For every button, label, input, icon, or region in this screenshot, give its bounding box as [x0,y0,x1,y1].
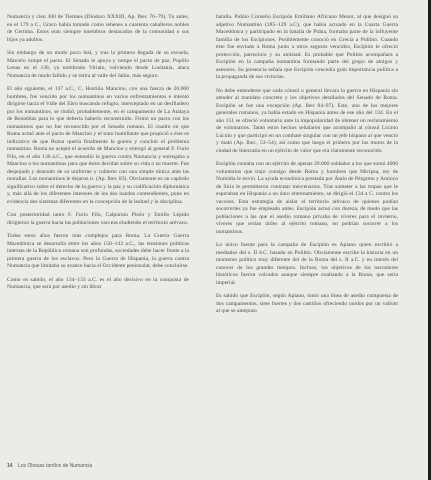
paragraph: Lo único fuente para la campaña de Escipión es Apiano quien escribió a mediados del s. II d.C. basado en Polibio. Obviamente escribe la historia en un momento político muy diferente del de la Roma del s. II a.C. y en interés del conocer de los grandes tiempos. Incluso, los objetivos de los narradores históricos fueron volcados aunque siempre exaltando a la Roma, que seria imperial. [216,242,398,286]
paragraph: Sin embargo de un modo poco leal, y tras la primera llegada de su escuela, Marcelo rompe el pacto. El Senado le apoya y rompe el pacto de paz. Popilio Lenas en el 138, ya nombrado Viriato, volviendo desde Lusitania, ataca Numancia de modo fallido y se retira al valle del Jalón, más seguro. [7,50,189,79]
paragraph: Es sabido que Escipión, según Apiano, tomó una línea de asedio compuesta de dos campamentos, siete fuertes y dos castillos ofreciendo unidos por un vallum al que se antepuso [216,293,398,314]
paragraph: Numancia y cien 300 de Tiermes (Diodoro XXXIII, Ap. Iber. 76–79). Tu antes, en el 179 a C., Graco había tomado como rehenes a cuarenta caballeros nobles de Certima. Estos eran siempre miembros destacados de la comunidad o sus hijos ya adultos. [7,14,189,43]
left-text-column [7,14,189,298]
paragraph: No debe entenderse que cada cónsul o general llevara la guerra en Hispania sin atender al mandato concreto y los objetivos detallados del Senado de Roma. Escipión se fue una excepción (Ap. Iber 84–97). Este, uno de los mejores generales romanos, ya había estado en Hispania antes de ese año del 134. En el año 151 se ofreció voluntario ante la impopularidad de obtener un reclutamiento de voluntarios. Tanto estos hechos señalaron que acompañó al cónsul Licinio Lúculo y que participó en un combate singular con un jefe hispano al que venció y mató (Ap. Iber., 53–54), así como que luego el primero por los muros de la ciudad de Intercatia en un ejército de valor que era claramente reconocido. [216,87,398,154]
page-footer [7,463,92,469]
running-title: Los Obesas tardíos de Numancia [17,463,93,469]
page-number: 14 [7,463,13,469]
paragraph: Con posterioridad tanto F. Furio Filo, Calpurnio Pisón y Emilio Lépido dirigieron la guerra hacia las poblaciones vacceas eludiendo el territorio arévaco. [7,212,189,226]
paragraph: batalla. Publio Cornelio Escipión Emiliano Africano Menor, al que designó su adjetivo Numantino (185–129 a.C), que había actuado en la Cuarta Guerra Macedónica y participado en la batalla de Pidna, formaba parte de la influyente familia de los Escipiones. Posiblemente conoció en Grecia a Polibio. Cuando éste fue enviado a Roma junto a otros seguros vencidos, Escipión le ofreció protección, patrocinio y su amistad. Es probable que Polibio acompañara a Escipión en la campaña numantina formando parte del grupo de amigos y asesores. Su presencia señala que Escipión concedía gran importancia política a la propaganda de sus victorias. [216,14,398,80]
paragraph: Todos estos años fueron más complejos para Roma. La Guerra Guerra Macedónica se desarrolla entre los años 150–143 a.C., las tensiones políticas internas de la República romana son profundas, sociedades debe hacer frente a la primera guerra de los esclavos. Pero la Guerra de Hispania, la guerra contra Numancia que limitaba su avance hacia el Occidente peninsular, debe concluirse. [7,233,189,269]
paragraph: Escipión contaba con un ejército de apenas 20.000 soldados a los que sumó 4000 voluntarios que trajo consigo desde Roma y hombres que Micipsa, rey de Numidia le envió. La ayuda económica prestada por Átalo de Pérgamo y Antíoco de Siria le permitieron contratar mercenarios. Tras someter a las tropas que le esperaban en Hispania a un duro entrenamiento, se dirigió el 134 a C. contra los vacceos. Esta estrategia de aislar el territorio arévaco de quienes podían socorrerles ya fue empleado antes. Escipión actuó con dureza, de modo que las poblaciones a las que el asedio romano privaba de víveres para el invierno, víveres que serían útiles al ejército romano, no podrían socorrer a los numantinos. [216,161,398,235]
right-text-column [216,14,398,322]
paragraph: El año siguiente, el 137 a.C., C. Hostilio Mancino, con una fuerza de 20.000 hombres, fue vencido por los numantinos en varios enfrentamientos e intentó dirigirse hacia el Valle del Ebro buscando refugio; interceptado en un desfiladero por los numantinos, se rindió, probablemente, en el campamento de La Atalaya de Renieblas para lo que debería haberlo reconstruido. Firmó un pacto con los numantinos que no fue reconocido por el Senado romano. El cuadro en que Roma actuó ante el pacto de Mancino y el trato humillante que propició a éste es indicativo de que Roma quería finalmente la guerra y concluir el problema numantino. Roma no aceptó el acuerdo de Mancino y entregó al general F. Furio Filo, en el año 136 a.C., que entendió la guerra contra Numancia y entregaba a Mancino a los numantinos para que éstos decidan sobre su vida o su muerte. Fue despojado y desnudo de su uniforme y cubierto con una simple túnica ante las murallas. Los numantinos le dejaron ir. (Ap. Iber. 83). Obviamente es un capítulo significativo sobre el derecho de la guerra y la paz y su codificación diplomática y, más allá de los diferentes intereses de los dos bandos contendientes, pone en evidencia dos sistemas diferentes en la concepción de la lealtad y la disciplina. [7,86,189,205]
paragraph: Como es sabido, el año 134–133 a.C. es el año decisivo en la conquista de Numancia, que será por asedio y sin librar [7,276,189,290]
